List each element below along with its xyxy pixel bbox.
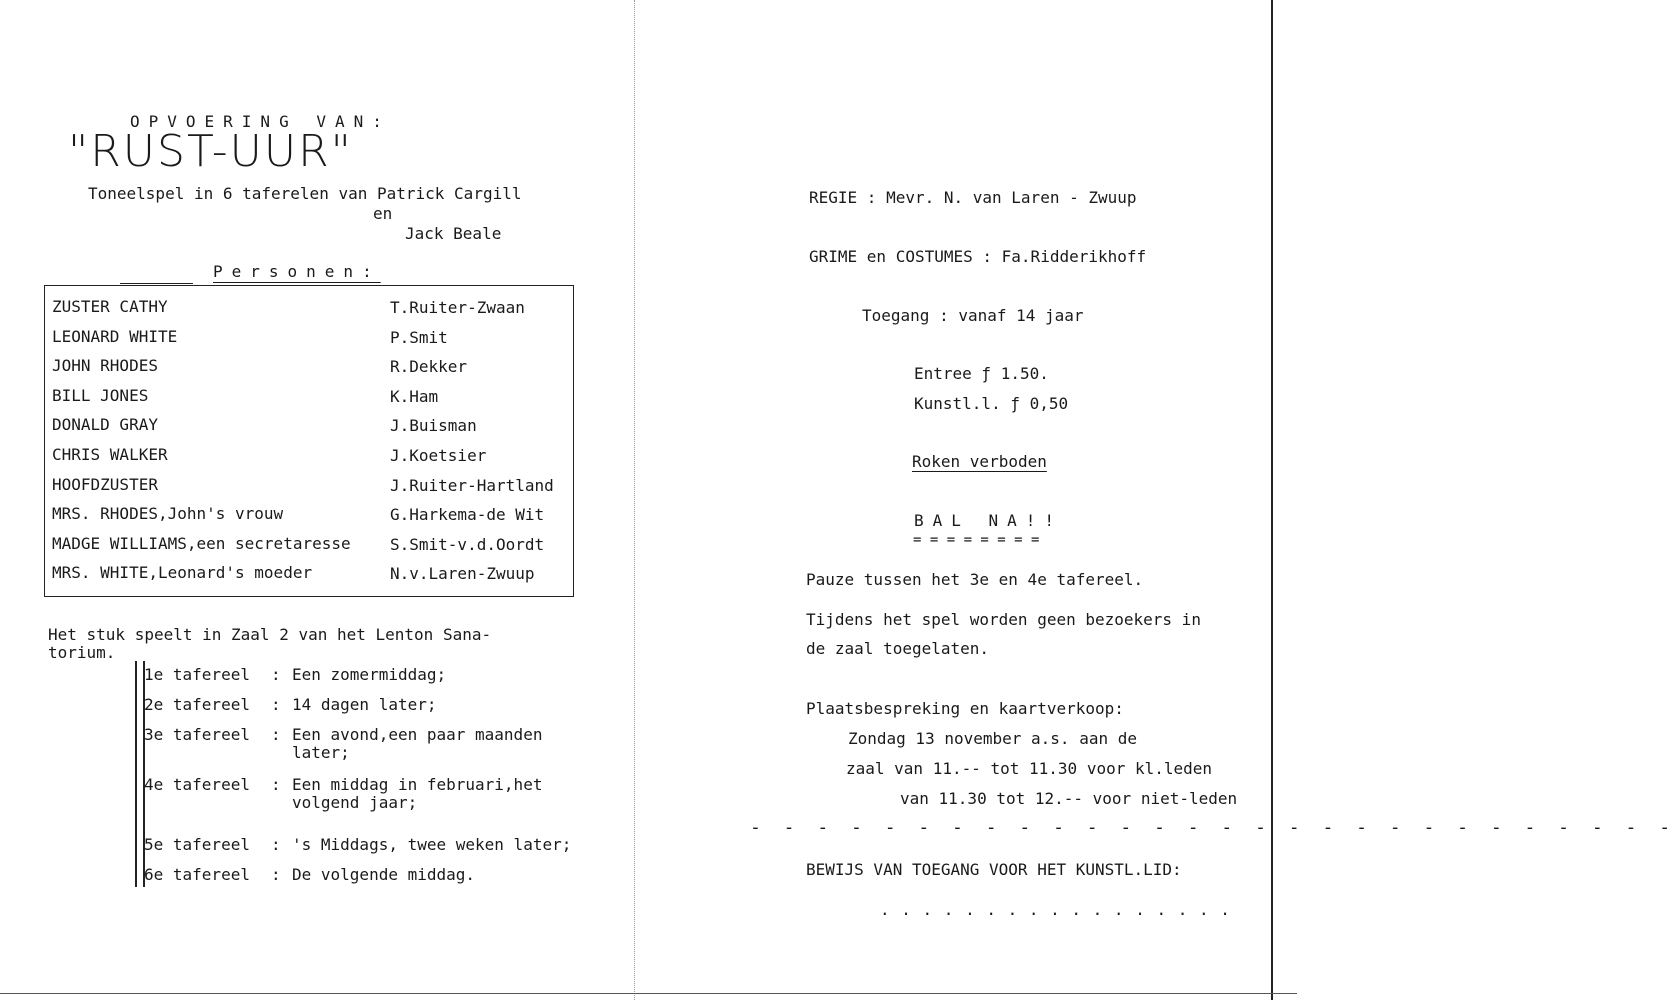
bal-underline: = = = = = = = = [913, 532, 1040, 548]
scene-separator: : [271, 725, 281, 744]
cast-actor: J.Ruiter-Hartland [390, 475, 554, 495]
cast-role: MADGE WILLIAMS,een secretaresse [52, 533, 351, 553]
personen-heading: Personen: [213, 262, 381, 281]
page-right-edge [1271, 0, 1276, 1000]
cast-actor: S.Smit-v.d.Oordt [390, 534, 545, 554]
scene-label: 5e tafereel [144, 835, 250, 854]
subtitle-line2: Jack Beale [405, 224, 502, 243]
cast-role: MRS. RHODES,John's vrouw [52, 504, 284, 524]
scene-separator: : [271, 695, 281, 714]
scene-separator: : [271, 665, 281, 684]
regie-line: REGIE : Mevr. N. van Laren - Zwuup [809, 188, 1137, 207]
scene-description-cont: later; [292, 743, 350, 762]
cast-role: LEONARD WHITE [52, 326, 178, 346]
pauze-line: Pauze tussen het 3e en 4e tafereel. [806, 570, 1144, 589]
cast-role: CHRIS WALKER [52, 445, 168, 464]
cut-line: - - - - - - - - - - - - - - - - - - - - - - - - - - - - [750, 817, 1676, 838]
subtitle-line1: Toneelspel in 6 taferelen van Patrick Cargill [88, 184, 522, 203]
toegang-line: Toegang : vanaf 14 jaar [862, 306, 1084, 325]
scene-separator: : [271, 835, 281, 854]
cast-actor: T.Ruiter-Zwaan [390, 298, 525, 317]
cast-actor: J.Buisman [390, 416, 477, 436]
kunstl-line: Kunstl.l. ƒ 0,50 [914, 394, 1069, 413]
scene-description: 14 dagen later; [292, 695, 437, 714]
cast-actor: K.Ham [390, 386, 439, 406]
cast-actor: J.Koetsier [390, 446, 487, 465]
heading-opvoering: OPVOERING VAN: [130, 112, 391, 131]
setting-line2: torium. [48, 643, 116, 662]
grime-line: GRIME en COSTUMES : Fa.Ridderikhoff [809, 247, 1147, 266]
scene-description: Een middag in februari,het [292, 775, 543, 794]
cast-role: HOOFDZUSTER [52, 474, 158, 494]
scene-label: 4e tafereel [144, 775, 250, 794]
scene-separator: : [271, 775, 281, 794]
scene-description: 's Middags, twee weken later; [292, 835, 572, 854]
setting-line1: Het stuk speelt in Zaal 2 van het Lenton Sana- [48, 625, 492, 644]
cast-role: MRS. WHITE,Leonard's moeder [52, 563, 313, 583]
scene-description-cont: volgend jaar; [292, 793, 418, 812]
tijdens-line2: de zaal toegelaten. [806, 639, 990, 658]
scene-label: 6e tafereel [144, 865, 250, 884]
signature-dots: . . . . . . . . . . . . . . . . . [880, 900, 1231, 919]
scene-description: De volgende middag. [292, 865, 476, 884]
personen-rule [120, 283, 193, 284]
plaats-line2: zaal van 11.-- tot 11.30 voor kl.leden [846, 759, 1213, 778]
page-fold [634, 0, 639, 1000]
page-bottom-edge [0, 993, 1297, 996]
bal-na: BAL NA!! [914, 511, 1064, 530]
cast-role: BILL JONES [52, 385, 149, 405]
entree-line: Entree ƒ 1.50. [914, 364, 1049, 383]
scene-label: 2e tafereel [144, 695, 250, 714]
plaats-heading: Plaatsbespreking en kaartverkoop: [806, 699, 1124, 718]
scene-label: 3e tafereel [144, 725, 250, 744]
scene-label: 1e tafereel [144, 665, 250, 684]
cast-role: JOHN RHODES [52, 356, 158, 376]
plaats-line1: Zondag 13 november a.s. aan de [848, 729, 1137, 748]
cast-actor: N.v.Laren-Zwuup [390, 564, 535, 584]
subtitle-en: en [373, 204, 393, 223]
cast-actor: P.Smit [390, 327, 448, 347]
bewijs-line: BEWIJS VAN TOEGANG VOOR HET KUNSTL.LID: [806, 860, 1182, 879]
cast-role: ZUSTER CATHY [52, 297, 168, 316]
cast-role: DONALD GRAY [52, 415, 158, 435]
cast-actor: G.Harkema-de Wit [390, 505, 545, 525]
scene-description: Een avond,een paar maanden [292, 725, 543, 744]
plaats-line3: van 11.30 tot 12.-- voor niet-leden [900, 789, 1238, 808]
play-title: "RUST-UUR" [68, 126, 353, 177]
scene-separator: : [271, 865, 281, 884]
cast-actor: R.Dekker [390, 357, 468, 377]
roken-verboden: Roken verboden [912, 452, 1047, 471]
scene-description: Een zomermiddag; [292, 665, 447, 684]
tijdens-line1: Tijdens het spel worden geen bezoekers in [806, 610, 1201, 629]
